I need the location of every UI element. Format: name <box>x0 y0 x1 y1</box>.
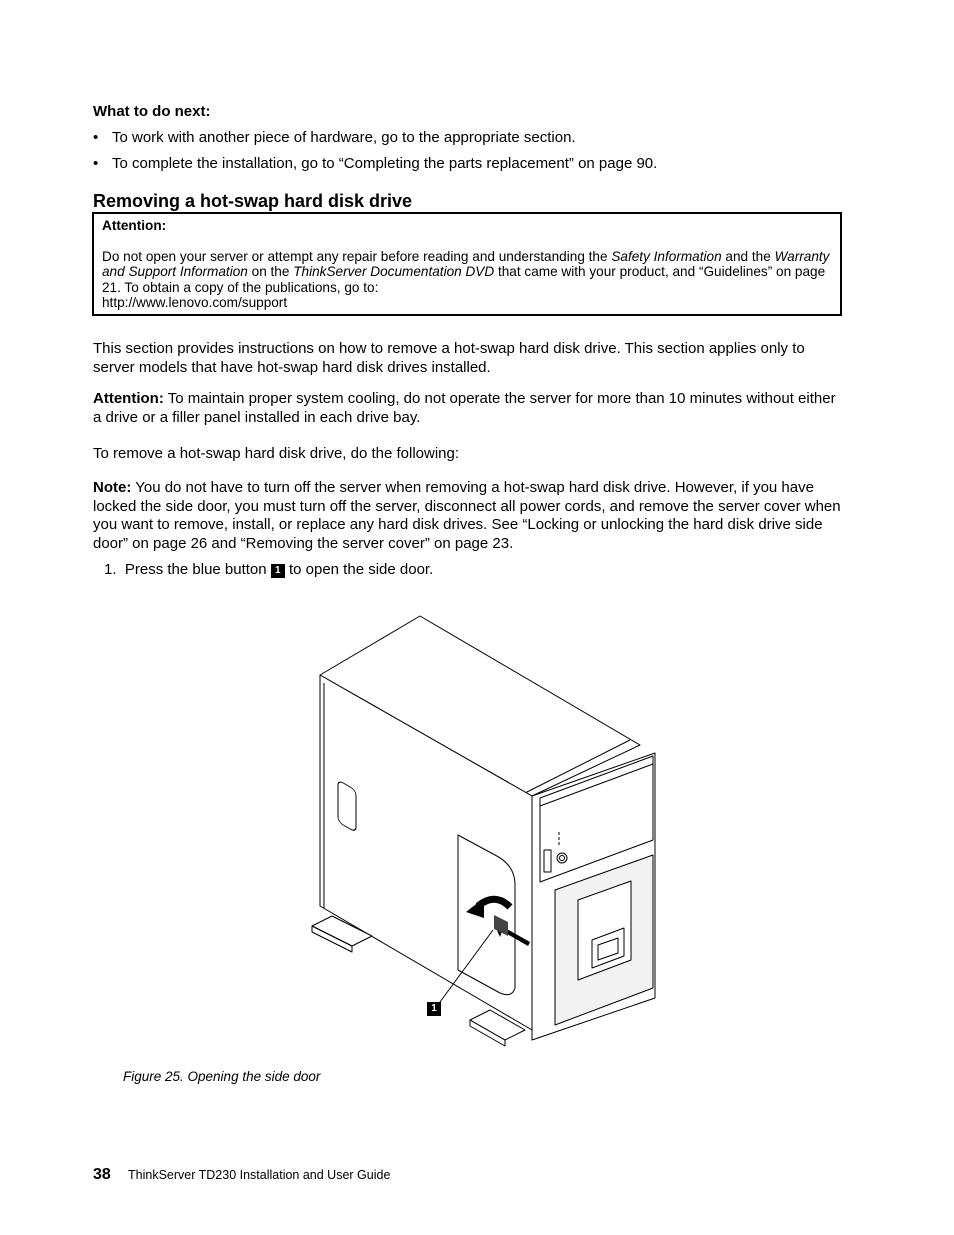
figure-caption: Figure 25. Opening the side door <box>123 1069 321 1084</box>
warranty-info-title: Warranty and Support Information <box>102 248 830 280</box>
attention-box-label: Attention: <box>102 218 167 233</box>
footer-title: ThinkServer TD230 Installation and User Guide <box>128 1168 391 1182</box>
attention-box <box>92 212 842 316</box>
intro-paragraph: This section provides instructions on how to remove a hot-swap hard disk drive. This section applies only to server models that have hot-swap hard disk drives installed. <box>93 340 805 376</box>
attention-paragraph: Attention: To maintain proper system cooling, do not operate the server for more than 10 minutes without either a drive or a filler panel installed in each drive bay. <box>93 390 836 426</box>
note-label: Note: <box>93 479 132 496</box>
attention-box-text: Do not open your server or attempt any repair before reading and understanding the Safety Information and the Warranty and Support Information on the ThinkServer Documentation DVD that came with your product, and “Guidelines” on page 21. To obtain a copy of the publications, go to: http://www.lenovo.com/support <box>102 248 830 311</box>
list-item <box>93 129 576 146</box>
section-title: Removing a hot-swap hard disk drive <box>93 191 413 211</box>
figure-callout-1-icon: 1 <box>427 1002 441 1016</box>
next-steps-heading: What to do next: <box>93 103 211 120</box>
bullet-text: To complete the installation, go to “Completing the parts replacement” on page 90. <box>112 155 658 172</box>
bullet-text: To work with another piece of hardware, go to the appropriate section. <box>112 129 576 146</box>
lead-paragraph: To remove a hot-swap hard disk drive, do the following: <box>93 445 460 462</box>
bullet-icon: • <box>93 129 99 146</box>
bullet-icon: • <box>93 155 99 172</box>
callout-1-icon: 1 <box>271 564 285 578</box>
dvd-title: ThinkServer Documentation DVD <box>293 264 495 280</box>
list-item <box>93 155 657 172</box>
step-1: 1. Press the blue button 1 to open the side door. <box>104 561 434 578</box>
note-paragraph: Note: You do not have to turn off the server when removing a hot-swap hard disk drive. However, if you have locked the side door, you must turn off the server, disconnect all power cords, and remove the server cover when you want to remove, install, or replace any hard disk drives. See “Locking or unlocking the hard disk drive side door” on page 26 and “Removing the server cover” on page 23. <box>93 479 841 553</box>
attention-label: Attention: <box>93 390 164 407</box>
server-illustration <box>300 610 670 1050</box>
step-number: 1. <box>104 561 117 578</box>
support-url[interactable]: http://www.lenovo.com/support <box>102 295 288 311</box>
safety-info-title: Safety Information <box>611 248 722 264</box>
page-number: 38 <box>93 1166 111 1183</box>
